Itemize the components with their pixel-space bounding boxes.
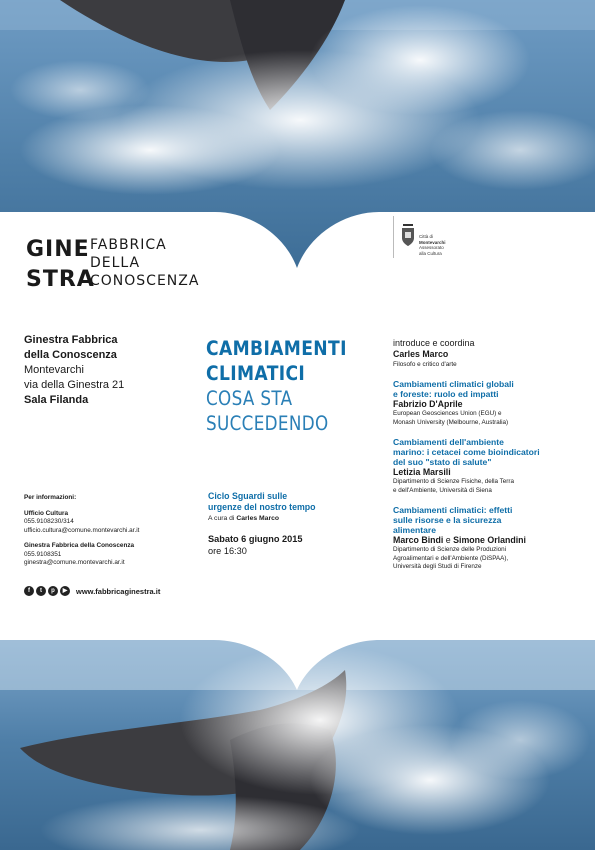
title-line-2: CLIMATICI [206, 362, 306, 385]
event-date [208, 533, 316, 545]
partner-line-3: Assessorato [419, 245, 444, 250]
logo-line-2: DELLA [90, 255, 141, 271]
partner-divider [393, 216, 394, 258]
talk-3-aff-2: Agroalimentari e dell'Ambiente (DiSPAA), [393, 554, 509, 562]
moderator-name: Carles Marco [393, 349, 449, 359]
talk-2-speaker: Letizia Marsili [393, 467, 451, 477]
ginestra-logo-mark [26, 232, 95, 292]
partner-line-1: Città di [419, 234, 434, 239]
partner-line-4: alla Cultura [419, 250, 442, 256]
talk-3-title-1: Cambiamenti climatici: effetti [393, 505, 513, 515]
youtube-icon[interactable]: ▶ [60, 586, 70, 596]
talk-1-title-2: e foreste: ruolo ed impatti [393, 389, 499, 399]
event-cycle [208, 491, 316, 557]
partner-line-2: Montevarchi [419, 239, 446, 245]
talk-3-title-3: alimentare [393, 525, 436, 535]
talk-2 [393, 437, 573, 495]
logo-line-1: FABBRICA [90, 237, 167, 253]
talk-3-speakers [393, 535, 573, 546]
ginestra-contact-name: Ginestra Fabbrica della Conoscenza [24, 542, 135, 549]
office-name: Ufficio Cultura [24, 509, 69, 517]
venue-address: via della Ginestra 21 [24, 379, 125, 391]
logo-wordmark [90, 236, 199, 290]
talk-2-title-1: Cambiamenti dell'ambiente [393, 437, 504, 447]
talk-2-title-3: del suo "stato di salute" [393, 457, 492, 467]
talk-1-aff-2: Monash University (Melbourne, Australia) [393, 418, 509, 426]
curator-line [208, 513, 316, 524]
talk-3-speaker-b: Simone Orlandini [453, 535, 526, 545]
talk-2-aff-2: e dell'Ambiente, Università di Siena [393, 486, 492, 494]
cura-prefix: A cura di [208, 515, 235, 522]
program [393, 338, 573, 572]
partner-text [419, 234, 446, 256]
cura-name: Carles Marco [236, 515, 280, 522]
venue-room: Sala Filanda [24, 394, 89, 406]
talk-1-title-1: Cambiamenti climatici globali [393, 379, 514, 389]
ginestra-logo [26, 232, 200, 296]
cycle-line-1: Ciclo Sguardi sulle [208, 491, 288, 501]
whale-tail-photo-bottom [0, 630, 595, 850]
social-links [24, 586, 160, 596]
pinterest-icon[interactable]: p [48, 586, 58, 596]
venue-line-2: della Conoscenza [24, 349, 117, 361]
contact-info [24, 494, 139, 568]
ginestra-email[interactable]: ginestra@comune.montevarchi.ar.it [24, 559, 125, 566]
program-intro: introduce e coordina [393, 338, 475, 348]
event-time: ore 16:30 [208, 546, 247, 556]
logo-line-3: CONOSCENZA [90, 273, 200, 289]
title-line-3: COSA STA [206, 387, 293, 410]
venue-line-1: Ginestra Fabbrica [24, 334, 118, 346]
talk-2-aff-1: Dipartimento di Scienze Fisiche, della Terra [393, 478, 514, 485]
talk-1-speaker: Fabrizio D'Aprile [393, 399, 463, 409]
facebook-icon[interactable]: f [24, 586, 34, 596]
venue-city: Montevarchi [24, 364, 84, 376]
moderator-role: Filosofo e critico d'arte [393, 361, 457, 368]
talk-3-aff-3: Università degli Studi di Firenze [393, 563, 482, 570]
office-email[interactable]: ufficio.cultura@comune.montevarchi.ar.it [24, 526, 140, 534]
twitter-icon[interactable]: t [36, 586, 46, 596]
talk-3-speaker-a: Marco Bindi [393, 535, 444, 545]
info-heading: Per informazioni: [24, 494, 77, 501]
talk-3-speaker-join: e [445, 535, 451, 545]
montevarchi-partner-logo [393, 212, 473, 264]
event-title [206, 336, 366, 436]
logo-mark-line-1: GINE [26, 237, 90, 262]
office-phone: 055.9108230/314 [24, 518, 74, 525]
city-crest-icon [401, 222, 415, 248]
talk-3-title-2: sulle risorse e la sicurezza [393, 515, 502, 525]
talk-1-aff-1: European Geosciences Union (EGU) e [393, 410, 502, 417]
logo-mark-line-2: STRA [26, 267, 95, 292]
date-text: Sabato 6 giugno 2015 [208, 534, 303, 544]
cycle-line-2: urgenze del nostro tempo [208, 502, 316, 512]
title-line-1: CAMBIAMENTI [206, 337, 347, 360]
talk-3-aff-1: Dipartimento di Scienze delle Produzioni [393, 546, 507, 553]
talk-1 [393, 379, 573, 427]
website-link[interactable]: www.fabbricaginestra.it [76, 586, 161, 596]
talk-3 [393, 505, 573, 572]
venue-block [24, 333, 124, 408]
title-line-4: SUCCEDENDO [206, 412, 329, 435]
ginestra-phone: 055.9108351 [24, 550, 62, 558]
talk-2-title-2: marino: i cetacei come bioindicatori [393, 447, 540, 457]
whale-tail-photo-top [0, 0, 595, 270]
